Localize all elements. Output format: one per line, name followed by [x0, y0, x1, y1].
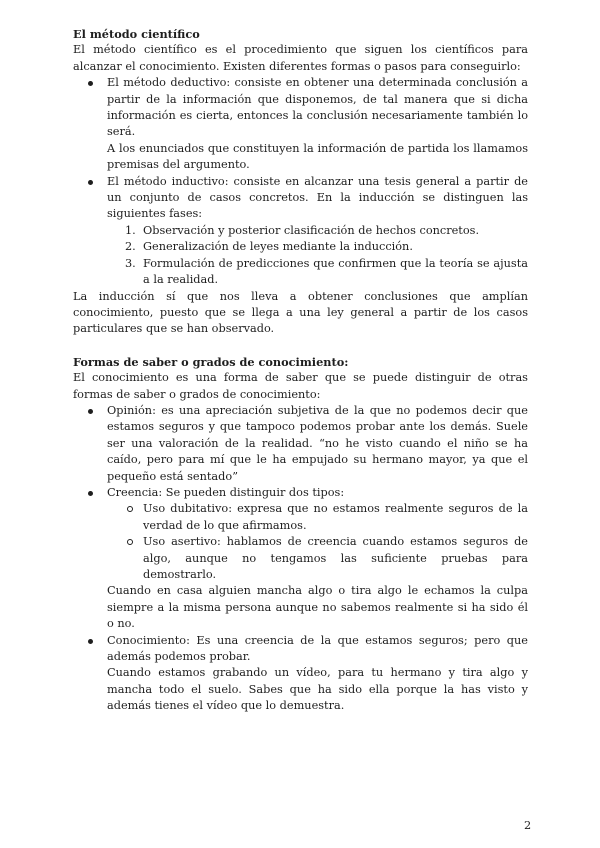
paragraph-deductive-note: A los enunciados que constituyen la información de partida los llamamos premisas del argumento. — [107, 141, 528, 172]
list-item — [107, 223, 528, 239]
section-spacer — [73, 338, 528, 354]
knowledge-list — [73, 403, 528, 715]
section-title-knowledge-grades: Formas de saber o grados de conocimiento: — [73, 354, 349, 369]
paragraph-knowledge: Conocimiento: Es una creencia de la que estamos seguros; pero que además podemos probar. — [107, 633, 528, 664]
list-item — [107, 501, 528, 534]
paragraph-intro-knowledge: El conocimiento es una forma de saber que se puede distinguir de otras formas de saber o grados de conocimiento: — [73, 371, 528, 401]
belief-type-text: Uso dubitativo: expresa que no estamos realmente seguros de la verdad de lo que afirmamos. — [143, 502, 528, 532]
paragraph-belief-example: Cuando en casa alguien mancha algo o tira algo le echamos la culpa siempre a la misma persona aunque no sabemos realmente si ha sido él o no. — [107, 584, 528, 631]
list-item-deductive — [73, 75, 528, 173]
list-item-opinion — [73, 403, 528, 485]
page-number: 2 — [524, 819, 532, 832]
paragraph-opinion: Opinión: es una apreciación subjetiva de la que no podemos decir que estamos seguros y que tampoco podemos probar ante los demás. Suele ser una valoración de la realidad. “no he visto cuando el niño se ha caído, pero para mí que le ha empujado su hermano mayor, ya que el pequeño está sentado” — [107, 403, 528, 483]
document-page — [73, 26, 528, 715]
section-title-scientific-method: El método científico — [73, 27, 200, 41]
list-item-inductive — [73, 174, 528, 289]
list-item — [107, 256, 528, 289]
paragraph-intro-method: El método científico es el procedimiento que siguen los científicos para alcanzar el conocimiento. Existen diferentes formas o pasos para conseguirlo: — [73, 43, 528, 73]
paragraph-deductive: El método deductivo: consiste en obtener una determinada conclusión a partir de la información que disponemos, de tal manera que si dicha información es cierta, entonces la conclusión necesariamente también lo será. — [107, 76, 528, 139]
list-item-knowledge — [73, 633, 528, 715]
method-list — [73, 75, 528, 288]
belief-types-list — [107, 501, 528, 583]
phase-text: Generalización de leyes mediante la inducción. — [143, 240, 413, 254]
phase-text: Formulación de predicciones que confirmen que la teoría se ajusta a la realidad. — [143, 256, 528, 287]
bullet-icon — [88, 81, 93, 86]
phase-number: 1. — [125, 223, 136, 237]
phases-list — [107, 223, 528, 289]
phase-number: 2. — [125, 240, 136, 254]
phase-number: 3. — [125, 256, 136, 270]
circle-bullet-icon — [127, 539, 133, 545]
list-item — [107, 534, 528, 583]
paragraph-inductive: El método inductivo: consiste en alcanzar una tesis general a partir de un conjunto de casos concretos. En la inducción se distinguen las siguientes fases: — [107, 174, 528, 221]
phase-text: Observación y posterior clasificación de hechos concretos. — [143, 223, 480, 237]
bullet-icon — [88, 180, 93, 185]
list-item — [107, 239, 528, 255]
list-item-belief — [73, 485, 528, 633]
bullet-icon — [88, 491, 93, 496]
belief-type-text: Uso asertivo: hablamos de creencia cuando estamos seguros de algo, aunque no tengamos las suficiente pruebas para demostrarlo. — [143, 535, 528, 581]
circle-bullet-icon — [127, 506, 133, 512]
paragraph-induction-closing: La inducción sí que nos lleva a obtener conclusiones que amplían conocimiento, puesto que se llega a una ley general a partir de los casos particulares que se han observado. — [73, 289, 528, 336]
bullet-icon — [88, 639, 93, 644]
paragraph-knowledge-example: Cuando estamos grabando un vídeo, para tu hermano y tira algo y mancha todo el suelo. Sabes que ha sido ella porque la has visto y además tienes el vídeo que lo demuestra. — [107, 666, 528, 713]
bullet-icon — [88, 409, 93, 414]
paragraph-belief: Creencia: Se pueden distinguir dos tipos: — [107, 485, 345, 499]
